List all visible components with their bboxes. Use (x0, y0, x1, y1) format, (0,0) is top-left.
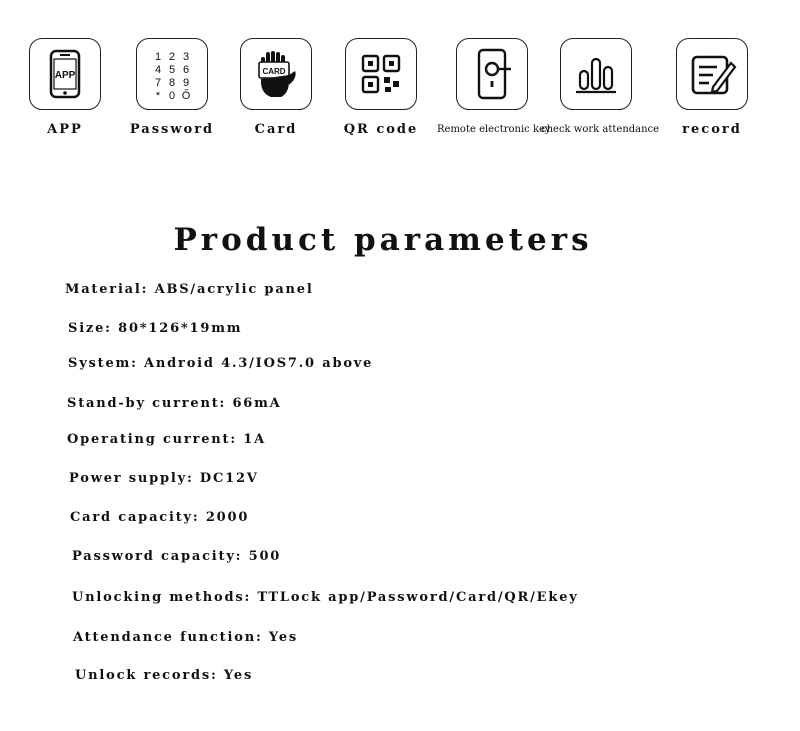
card-icon-text: CARD (262, 67, 286, 76)
param-unlocking-methods: Unlocking methods: TTLock app/Password/Card/QR/Ekey (72, 590, 579, 605)
key-2: 2 (168, 51, 176, 63)
param-size: Size: 80*126*19mm (68, 321, 243, 336)
key-4: 4 (154, 64, 162, 76)
smartphone-app-icon (29, 38, 101, 110)
card-hand-icon (240, 38, 312, 110)
record-pen-icon (676, 38, 748, 110)
key-1: 1 (154, 51, 162, 63)
param-standby-current: Stand-by current: 66mA (67, 396, 282, 411)
param-password-capacity: Password capacity: 500 (72, 549, 282, 564)
electronic-key-icon (456, 38, 528, 110)
key-lock: Ő (181, 90, 191, 102)
param-unlock-records: Unlock records: Yes (75, 668, 254, 683)
qr-code-icon (345, 38, 417, 110)
page-title: Product parameters (173, 222, 593, 258)
keypad-icon (136, 38, 208, 110)
param-operating-current: Operating current: 1A (67, 432, 267, 447)
feature-card (221, 38, 331, 137)
key-6: 6 (182, 64, 190, 76)
feature-qr-code (326, 38, 436, 137)
param-system: System: Android 4.3/IOS7.0 above (68, 356, 374, 371)
key-8: 8 (168, 77, 176, 89)
key-5: 5 (168, 64, 176, 76)
key-7: 7 (154, 77, 162, 89)
param-power-supply: Power supply: DC12V (69, 471, 259, 486)
key-3: 3 (182, 51, 190, 63)
feature-app (10, 38, 120, 137)
feature-label-card: Card (254, 122, 298, 137)
param-card-capacity: Card capacity: 2000 (70, 510, 250, 525)
key-9: 9 (182, 77, 190, 89)
key-star: * (155, 90, 161, 102)
feature-attendance (541, 38, 660, 135)
feature-label-app: APP (47, 122, 83, 137)
feature-label-record: record (682, 122, 742, 137)
feature-label-remote-key: Remote electronic key (437, 124, 551, 135)
feature-label-qr-code: QR code (343, 122, 419, 137)
attendance-bars-icon (560, 38, 632, 110)
feature-label-password: Password (129, 122, 215, 137)
feature-password (117, 38, 227, 137)
key-0: 0 (168, 90, 176, 102)
feature-icon-row (0, 0, 800, 150)
feature-remote-key (437, 38, 551, 135)
feature-record (657, 38, 767, 137)
feature-label-attendance: check work attendance (541, 124, 660, 135)
app-icon-text: APP (54, 70, 76, 81)
param-attendance-function: Attendance function: Yes (73, 630, 299, 645)
param-material: Material: ABS/acrylic panel (65, 282, 314, 297)
